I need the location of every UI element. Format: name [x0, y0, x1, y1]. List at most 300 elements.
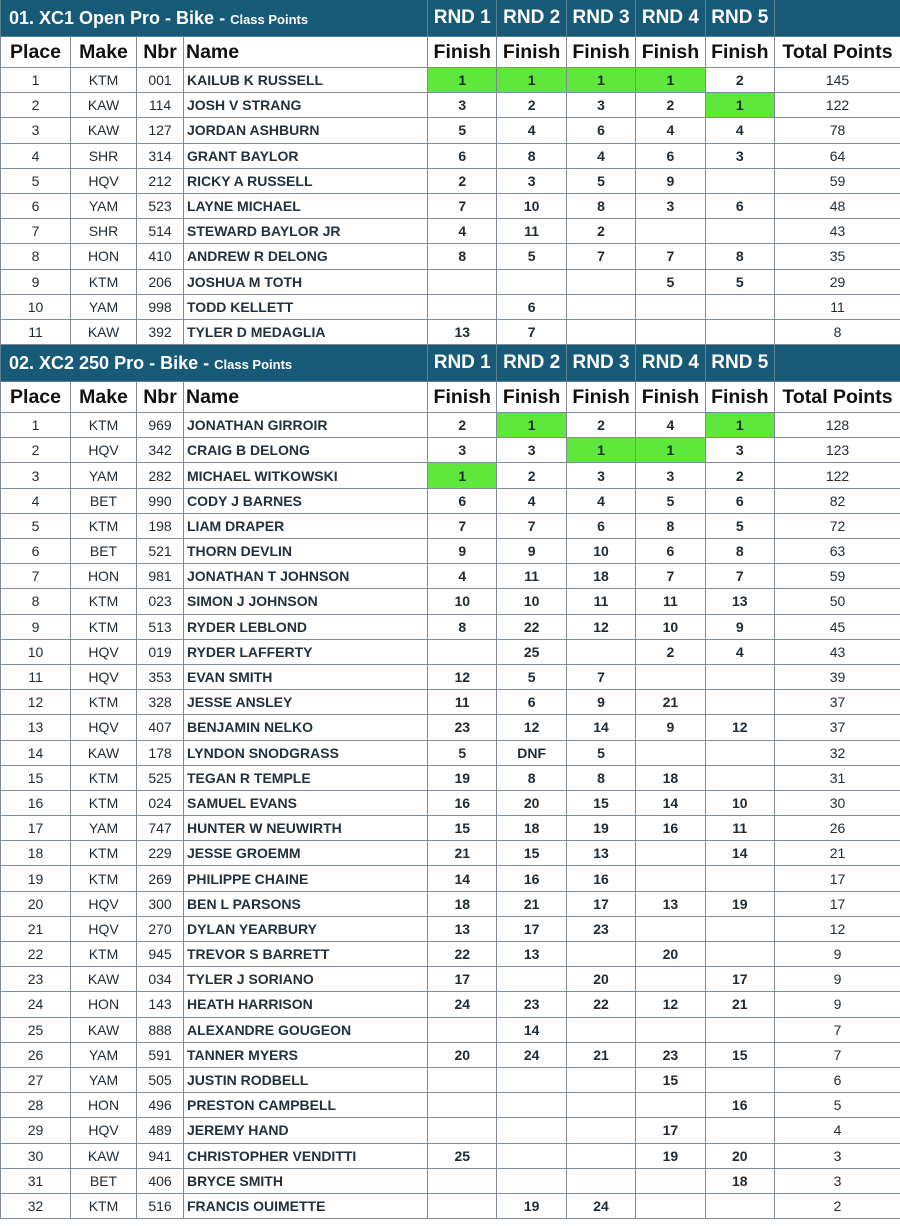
finish-cell: [636, 319, 705, 344]
finish-cell: 17: [497, 916, 566, 941]
place-cell: 12: [1, 690, 71, 715]
make-cell: KAW: [71, 319, 137, 344]
total-points-cell: 43: [775, 219, 900, 244]
nbr-header: Nbr: [137, 37, 184, 68]
rider-name-cell: RYDER LEBLOND: [184, 614, 428, 639]
finish-cell: [566, 639, 635, 664]
total-points-cell: 145: [775, 68, 900, 93]
finish-cell: [566, 942, 635, 967]
finish-cell: [428, 1067, 497, 1092]
finish-cell: 5: [497, 664, 566, 689]
finish-cell: [428, 1193, 497, 1218]
total-points-cell: 4: [775, 1118, 900, 1143]
finish-cell: 16: [566, 866, 635, 891]
table-row: [1, 143, 900, 168]
finish-header: Finish: [497, 37, 566, 68]
finish-cell: 3: [428, 438, 497, 463]
finish-cell: [705, 1017, 774, 1042]
finish-header: Finish: [566, 382, 635, 413]
place-cell: 6: [1, 193, 71, 218]
place-cell: 23: [1, 967, 71, 992]
finish-cell: [497, 1093, 566, 1118]
table-row: [1, 564, 900, 589]
nbr-cell: 127: [137, 118, 184, 143]
finish-cell-win: 1: [566, 438, 635, 463]
finish-cell: 6: [428, 488, 497, 513]
place-cell: 8: [1, 244, 71, 269]
finish-cell: [428, 1118, 497, 1143]
table-row: [1, 589, 900, 614]
finish-cell: [497, 967, 566, 992]
total-points-cell: 29: [775, 269, 900, 294]
rider-name-cell: THORN DEVLIN: [184, 539, 428, 564]
make-cell: YAM: [71, 193, 137, 218]
finish-cell: 25: [497, 639, 566, 664]
nbr-cell: 523: [137, 193, 184, 218]
finish-cell: 8: [497, 143, 566, 168]
rider-name-cell: EVAN SMITH: [184, 664, 428, 689]
finish-cell-win: 1: [428, 463, 497, 488]
place-cell: 13: [1, 715, 71, 740]
finish-cell: [636, 664, 705, 689]
finish-cell: [705, 168, 774, 193]
finish-cell: 8: [636, 513, 705, 538]
table-row: [1, 539, 900, 564]
place-cell: 16: [1, 790, 71, 815]
finish-cell: 12: [636, 992, 705, 1017]
table-row: [1, 942, 900, 967]
rider-name-cell: TYLER D MEDAGLIA: [184, 319, 428, 344]
nbr-cell: 514: [137, 219, 184, 244]
table-row: [1, 891, 900, 916]
finish-cell: 3: [566, 463, 635, 488]
finish-cell: 20: [497, 790, 566, 815]
finish-cell: 22: [497, 614, 566, 639]
finish-cell: [705, 219, 774, 244]
nbr-cell: 505: [137, 1067, 184, 1092]
finish-cell: 16: [497, 866, 566, 891]
finish-cell: [636, 294, 705, 319]
make-cell: KTM: [71, 68, 137, 93]
round-label: RND 2: [497, 0, 566, 37]
finish-cell: 8: [705, 539, 774, 564]
make-cell: SHR: [71, 143, 137, 168]
rider-name-cell: PRESTON CAMPBELL: [184, 1093, 428, 1118]
finish-cell: [636, 967, 705, 992]
finish-cell: 8: [497, 765, 566, 790]
finish-cell-win: 1: [705, 413, 774, 438]
finish-cell: 17: [636, 1118, 705, 1143]
total-points-cell: 37: [775, 715, 900, 740]
finish-cell: 14: [428, 866, 497, 891]
rider-name-cell: DYLAN YEARBURY: [184, 916, 428, 941]
finish-cell: 19: [705, 891, 774, 916]
finish-cell: 4: [428, 564, 497, 589]
total-points-cell: 82: [775, 488, 900, 513]
finish-cell: 3: [705, 143, 774, 168]
finish-cell: [705, 866, 774, 891]
place-cell: 15: [1, 765, 71, 790]
total-header: Total Points: [775, 37, 900, 68]
column-header-row: [1, 37, 900, 68]
finish-cell: [636, 1093, 705, 1118]
nbr-cell: 001: [137, 68, 184, 93]
make-cell: HQV: [71, 438, 137, 463]
nbr-cell: 019: [137, 639, 184, 664]
make-cell: KTM: [71, 1193, 137, 1218]
rider-name-cell: FRANCIS OUIMETTE: [184, 1193, 428, 1218]
make-cell: KAW: [71, 740, 137, 765]
rider-name-cell: ANDREW R DELONG: [184, 244, 428, 269]
finish-cell: 7: [636, 564, 705, 589]
make-cell: HQV: [71, 168, 137, 193]
finish-cell: [497, 1118, 566, 1143]
rider-name-cell: BENJAMIN NELKO: [184, 715, 428, 740]
rider-name-cell: CHRISTOPHER VENDITTI: [184, 1143, 428, 1168]
place-cell: 11: [1, 664, 71, 689]
finish-cell: 24: [428, 992, 497, 1017]
finish-cell: [705, 1118, 774, 1143]
make-cell: KTM: [71, 765, 137, 790]
finish-cell-win: 1: [497, 68, 566, 93]
make-cell: KTM: [71, 790, 137, 815]
finish-cell: [566, 294, 635, 319]
nbr-cell: 513: [137, 614, 184, 639]
finish-cell: [497, 1168, 566, 1193]
finish-cell: 4: [636, 413, 705, 438]
total-points-cell: 48: [775, 193, 900, 218]
rider-name-cell: BRYCE SMITH: [184, 1168, 428, 1193]
finish-cell: [636, 841, 705, 866]
finish-cell: 9: [428, 539, 497, 564]
table-row: [1, 294, 900, 319]
finish-cell: 5: [636, 488, 705, 513]
nbr-cell: 945: [137, 942, 184, 967]
total-points-cell: 45: [775, 614, 900, 639]
total-points-cell: 59: [775, 168, 900, 193]
finish-cell: [566, 1017, 635, 1042]
rider-name-cell: CODY J BARNES: [184, 488, 428, 513]
finish-cell: 2: [428, 413, 497, 438]
finish-cell: 4: [636, 118, 705, 143]
make-cell: HQV: [71, 891, 137, 916]
place-cell: 27: [1, 1067, 71, 1092]
make-cell: HON: [71, 564, 137, 589]
finish-cell: [705, 294, 774, 319]
finish-cell: 10: [497, 193, 566, 218]
make-cell: KAW: [71, 1143, 137, 1168]
finish-cell: 17: [566, 891, 635, 916]
total-points-cell: 8: [775, 319, 900, 344]
class-title-suffix: Class Points: [230, 11, 309, 27]
finish-header: Finish: [636, 37, 705, 68]
total-points-cell: 122: [775, 463, 900, 488]
table-row: [1, 319, 900, 344]
finish-cell: [428, 1093, 497, 1118]
rider-name-cell: MICHAEL WITKOWSKI: [184, 463, 428, 488]
total-points-cell: 30: [775, 790, 900, 815]
finish-cell: [566, 1093, 635, 1118]
nbr-cell: 591: [137, 1042, 184, 1067]
total-points-cell: 31: [775, 765, 900, 790]
make-cell: BET: [71, 1168, 137, 1193]
finish-cell: 2: [566, 219, 635, 244]
finish-cell: [566, 319, 635, 344]
finish-cell: 4: [497, 118, 566, 143]
make-cell: KTM: [71, 841, 137, 866]
round-label: RND 4: [636, 345, 705, 382]
finish-cell: [566, 1143, 635, 1168]
total-points-cell: 7: [775, 1017, 900, 1042]
total-points-cell: 7: [775, 1042, 900, 1067]
finish-cell: [428, 1017, 497, 1042]
total-points-cell: 21: [775, 841, 900, 866]
finish-cell: 6: [705, 488, 774, 513]
finish-cell: [428, 1168, 497, 1193]
finish-cell: [497, 269, 566, 294]
nbr-cell: 747: [137, 816, 184, 841]
finish-cell: [636, 219, 705, 244]
finish-cell: 8: [566, 765, 635, 790]
make-header: Make: [71, 37, 137, 68]
finish-cell: 3: [497, 438, 566, 463]
finish-cell: 21: [566, 1042, 635, 1067]
rider-name-cell: LYNDON SNODGRASS: [184, 740, 428, 765]
place-cell: 29: [1, 1118, 71, 1143]
place-cell: 18: [1, 841, 71, 866]
title-spacer: [775, 345, 900, 382]
finish-cell: 8: [428, 244, 497, 269]
nbr-cell: 392: [137, 319, 184, 344]
place-cell: 20: [1, 891, 71, 916]
place-cell: 5: [1, 513, 71, 538]
finish-cell: 7: [566, 244, 635, 269]
table-row: [1, 68, 900, 93]
nbr-cell: 178: [137, 740, 184, 765]
finish-cell: 19: [566, 816, 635, 841]
rider-name-cell: HUNTER W NEUWIRTH: [184, 816, 428, 841]
total-points-cell: 17: [775, 891, 900, 916]
name-header: Name: [184, 382, 428, 413]
finish-header: Finish: [428, 37, 497, 68]
nbr-cell: 034: [137, 967, 184, 992]
class-title-row: [1, 0, 900, 37]
finish-cell: 7: [428, 193, 497, 218]
place-cell: 21: [1, 916, 71, 941]
total-points-cell: 72: [775, 513, 900, 538]
place-cell: 7: [1, 564, 71, 589]
table-row: [1, 1118, 900, 1143]
make-cell: BET: [71, 488, 137, 513]
finish-cell: 6: [636, 143, 705, 168]
finish-cell: 13: [428, 319, 497, 344]
finish-cell: 9: [566, 690, 635, 715]
total-points-cell: 39: [775, 664, 900, 689]
place-cell: 10: [1, 639, 71, 664]
nbr-header: Nbr: [137, 382, 184, 413]
place-cell: 28: [1, 1093, 71, 1118]
finish-cell: 10: [428, 589, 497, 614]
make-cell: KAW: [71, 118, 137, 143]
rider-name-cell: JEREMY HAND: [184, 1118, 428, 1143]
finish-cell: 20: [428, 1042, 497, 1067]
nbr-cell: 300: [137, 891, 184, 916]
finish-cell: 10: [566, 539, 635, 564]
finish-cell: [636, 1017, 705, 1042]
place-cell: 10: [1, 294, 71, 319]
standings-body: [1, 0, 900, 1219]
finish-cell-win: 1: [636, 68, 705, 93]
table-row: [1, 992, 900, 1017]
nbr-cell: 353: [137, 664, 184, 689]
finish-cell: [566, 1118, 635, 1143]
make-cell: HON: [71, 1093, 137, 1118]
place-cell: 5: [1, 168, 71, 193]
finish-cell: 16: [428, 790, 497, 815]
rider-name-cell: LIAM DRAPER: [184, 513, 428, 538]
finish-cell: 4: [497, 488, 566, 513]
nbr-cell: 342: [137, 438, 184, 463]
table-row: [1, 1042, 900, 1067]
finish-cell: [705, 942, 774, 967]
rider-name-cell: KAILUB K RUSSELL: [184, 68, 428, 93]
total-points-cell: 12: [775, 916, 900, 941]
table-row: [1, 816, 900, 841]
rider-name-cell: TANNER MYERS: [184, 1042, 428, 1067]
table-row: [1, 193, 900, 218]
finish-cell: 2: [497, 93, 566, 118]
finish-cell: 24: [497, 1042, 566, 1067]
finish-cell: 7: [497, 319, 566, 344]
make-cell: KTM: [71, 413, 137, 438]
finish-cell: 10: [497, 589, 566, 614]
rider-name-cell: JORDAN ASHBURN: [184, 118, 428, 143]
place-cell: 2: [1, 93, 71, 118]
total-points-cell: 3: [775, 1143, 900, 1168]
table-row: [1, 438, 900, 463]
finish-cell: 15: [636, 1067, 705, 1092]
table-row: [1, 664, 900, 689]
finish-cell: [705, 740, 774, 765]
table-row: [1, 916, 900, 941]
table-row: [1, 219, 900, 244]
total-points-cell: 32: [775, 740, 900, 765]
finish-cell: 11: [636, 589, 705, 614]
finish-cell-win: 1: [636, 438, 705, 463]
finish-cell: 13: [705, 589, 774, 614]
finish-cell: 4: [705, 118, 774, 143]
finish-cell: [428, 294, 497, 319]
rider-name-cell: TEGAN R TEMPLE: [184, 765, 428, 790]
table-row: [1, 967, 900, 992]
finish-cell: 15: [428, 816, 497, 841]
finish-cell: 8: [428, 614, 497, 639]
finish-cell: 22: [566, 992, 635, 1017]
rider-name-cell: RICKY A RUSSELL: [184, 168, 428, 193]
total-points-cell: 50: [775, 589, 900, 614]
finish-cell: 19: [428, 765, 497, 790]
total-points-cell: 43: [775, 639, 900, 664]
class-title-suffix: Class Points: [214, 356, 293, 372]
finish-cell: 14: [566, 715, 635, 740]
table-row: [1, 639, 900, 664]
rider-name-cell: HEATH HARRISON: [184, 992, 428, 1017]
total-points-cell: 3: [775, 1168, 900, 1193]
make-cell: HON: [71, 992, 137, 1017]
class-title: [1, 345, 428, 382]
finish-cell: 5: [566, 740, 635, 765]
make-cell: KTM: [71, 269, 137, 294]
place-cell: 2: [1, 438, 71, 463]
rider-name-cell: JONATHAN T JOHNSON: [184, 564, 428, 589]
finish-cell: 4: [705, 639, 774, 664]
finish-cell: [705, 690, 774, 715]
finish-cell: 17: [428, 967, 497, 992]
finish-cell: 10: [636, 614, 705, 639]
table-row: [1, 614, 900, 639]
total-points-cell: 9: [775, 992, 900, 1017]
finish-cell: [428, 639, 497, 664]
nbr-cell: 282: [137, 463, 184, 488]
finish-cell: 2: [636, 93, 705, 118]
total-points-cell: 2: [775, 1193, 900, 1218]
make-cell: HON: [71, 244, 137, 269]
finish-cell: 18: [566, 564, 635, 589]
rider-name-cell: STEWARD BAYLOR JR: [184, 219, 428, 244]
rider-name-cell: JONATHAN GIRROIR: [184, 413, 428, 438]
table-row: [1, 715, 900, 740]
rider-name-cell: TYLER J SORIANO: [184, 967, 428, 992]
total-points-cell: 122: [775, 93, 900, 118]
place-cell: 6: [1, 539, 71, 564]
class-title: [1, 0, 428, 37]
make-cell: YAM: [71, 816, 137, 841]
table-row: [1, 1168, 900, 1193]
place-cell: 25: [1, 1017, 71, 1042]
finish-cell: [705, 765, 774, 790]
finish-cell: 2: [428, 168, 497, 193]
finish-cell: [566, 269, 635, 294]
make-cell: KTM: [71, 866, 137, 891]
nbr-cell: 410: [137, 244, 184, 269]
table-row: [1, 790, 900, 815]
finish-cell: 19: [636, 1143, 705, 1168]
finish-cell: 23: [428, 715, 497, 740]
finish-cell: 5: [705, 269, 774, 294]
nbr-cell: 521: [137, 539, 184, 564]
nbr-cell: 328: [137, 690, 184, 715]
rider-name-cell: BEN L PARSONS: [184, 891, 428, 916]
place-cell: 30: [1, 1143, 71, 1168]
finish-header: Finish: [636, 382, 705, 413]
finish-cell: 9: [636, 168, 705, 193]
finish-cell: 6: [497, 294, 566, 319]
place-cell: 3: [1, 118, 71, 143]
title-spacer: [775, 0, 900, 37]
finish-cell: 3: [566, 93, 635, 118]
total-points-cell: 9: [775, 967, 900, 992]
place-cell: 14: [1, 740, 71, 765]
make-cell: YAM: [71, 463, 137, 488]
finish-cell: 17: [705, 967, 774, 992]
finish-cell: 5: [428, 118, 497, 143]
finish-cell: [636, 1168, 705, 1193]
finish-cell: 7: [636, 244, 705, 269]
finish-cell: [705, 319, 774, 344]
finish-cell: 2: [636, 639, 705, 664]
table-row: [1, 1143, 900, 1168]
rider-name-cell: JOSHUA M TOTH: [184, 269, 428, 294]
